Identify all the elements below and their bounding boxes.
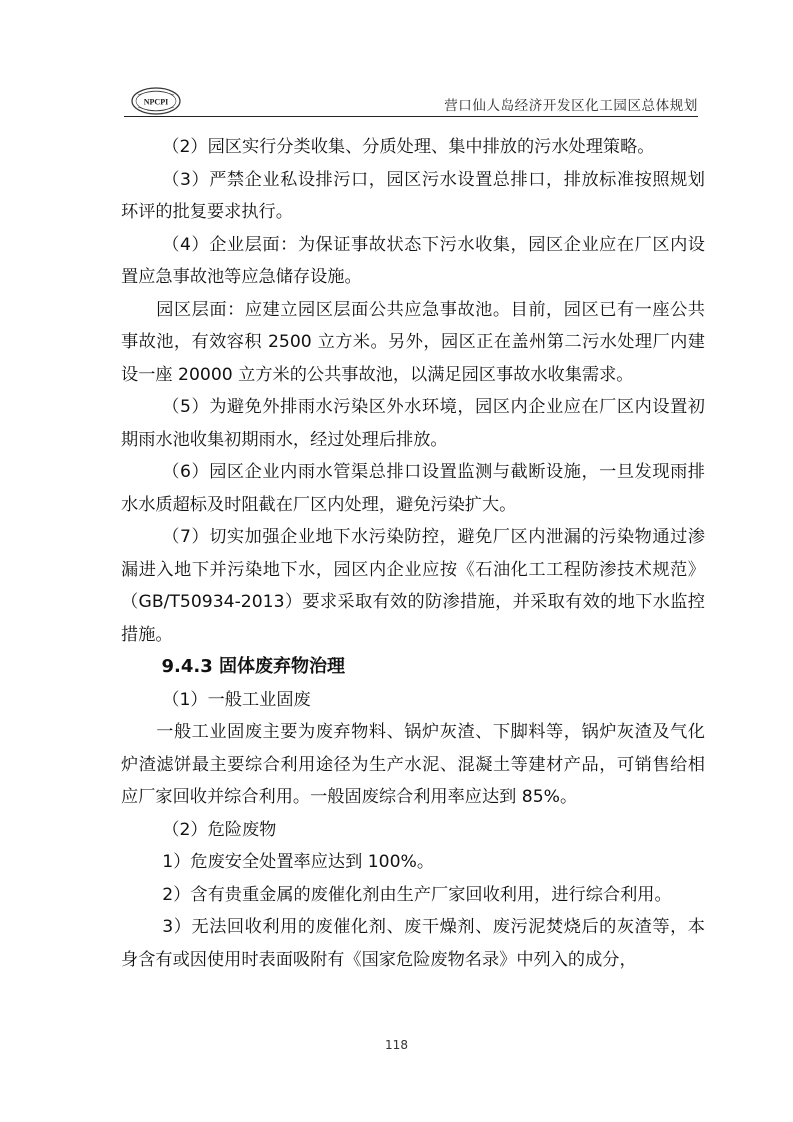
sub-heading: （1）一般工业固废	[162, 689, 311, 710]
paragraph: （3）严禁企业私设排污口，园区污水设置总排口，排放标准按照规划环评的批复要求执行。	[121, 169, 705, 222]
paragraph: （6）园区企业内雨水管渠总排口设置监测与截断设施，一旦发现雨排水水质超标及时阻截在厂区内处理，避免污染扩大。	[121, 462, 705, 515]
paragraph: 一般工业固废主要为废弃物料、锅炉灰渣、下脚料等，锅炉灰渣及气化炉渣滤饼最主要综合利用途径为生产水泥、混凝土等建材产品，可销售给相应厂家回收并综合利用。一般固废综合利用率应达到 85%。	[121, 722, 705, 807]
section-heading: 9.4.3 固体废弃物治理	[161, 656, 346, 677]
svg-text:NPCPI: NPCPI	[143, 97, 169, 107]
paragraph: （7）切实加强企业地下水污染防控，避免厂区内泄漏的污染物通过渗漏进入地下并污染地下水，园区内企业应按《石油化工工程防渗技术规范》（GB/T50934-2013）要求采取有效的防渗措施，并采取有效的地下水监控措施。	[121, 527, 705, 645]
header-rule	[124, 116, 698, 117]
page-number: 118	[385, 1038, 408, 1052]
paragraph: 园区层面：应建立园区层面公共应急事故池。目前，园区已有一座公共事故池，有效容积 2500 立方米。另外，园区正在盖州第二污水处理厂内建设一座 20000 立方米的公共事故池，以满足园区事故水收集需求。	[121, 299, 705, 385]
list-item: 2）含有贵重金属的废催化剂由生产厂家回收利用，进行综合利用。	[162, 884, 672, 905]
list-item: 3）无法回收利用的废催化剂、废干燥剂、废污泥焚烧后的灰渣等，本身含有或因使用时表面吸附有《国家危险废物名录》中列入的成分，	[121, 917, 705, 970]
paragraph: （4）企业层面：为保证事故状态下污水收集，园区企业应在厂区内设置应急事故池等应急储存设施。	[121, 234, 705, 287]
sub-heading: （2）危险废物	[162, 819, 277, 840]
paragraph: （5）为避免外排雨水污染区外水环境，园区内企业应在厂区内设置初期雨水池收集初期雨水，经过处理后排放。	[121, 397, 705, 450]
header-title: 营口仙人岛经济开发区化工园区总体规划	[444, 98, 698, 114]
npcpi-logo	[130, 86, 182, 116]
paragraph: （2）园区实行分类收集、分质处理、集中排放的污水处理策略。	[162, 137, 655, 157]
list-item: 1）危废安全处置率应达到 100%。	[162, 852, 435, 872]
document-body	[121, 131, 705, 976]
page-header	[124, 80, 698, 118]
